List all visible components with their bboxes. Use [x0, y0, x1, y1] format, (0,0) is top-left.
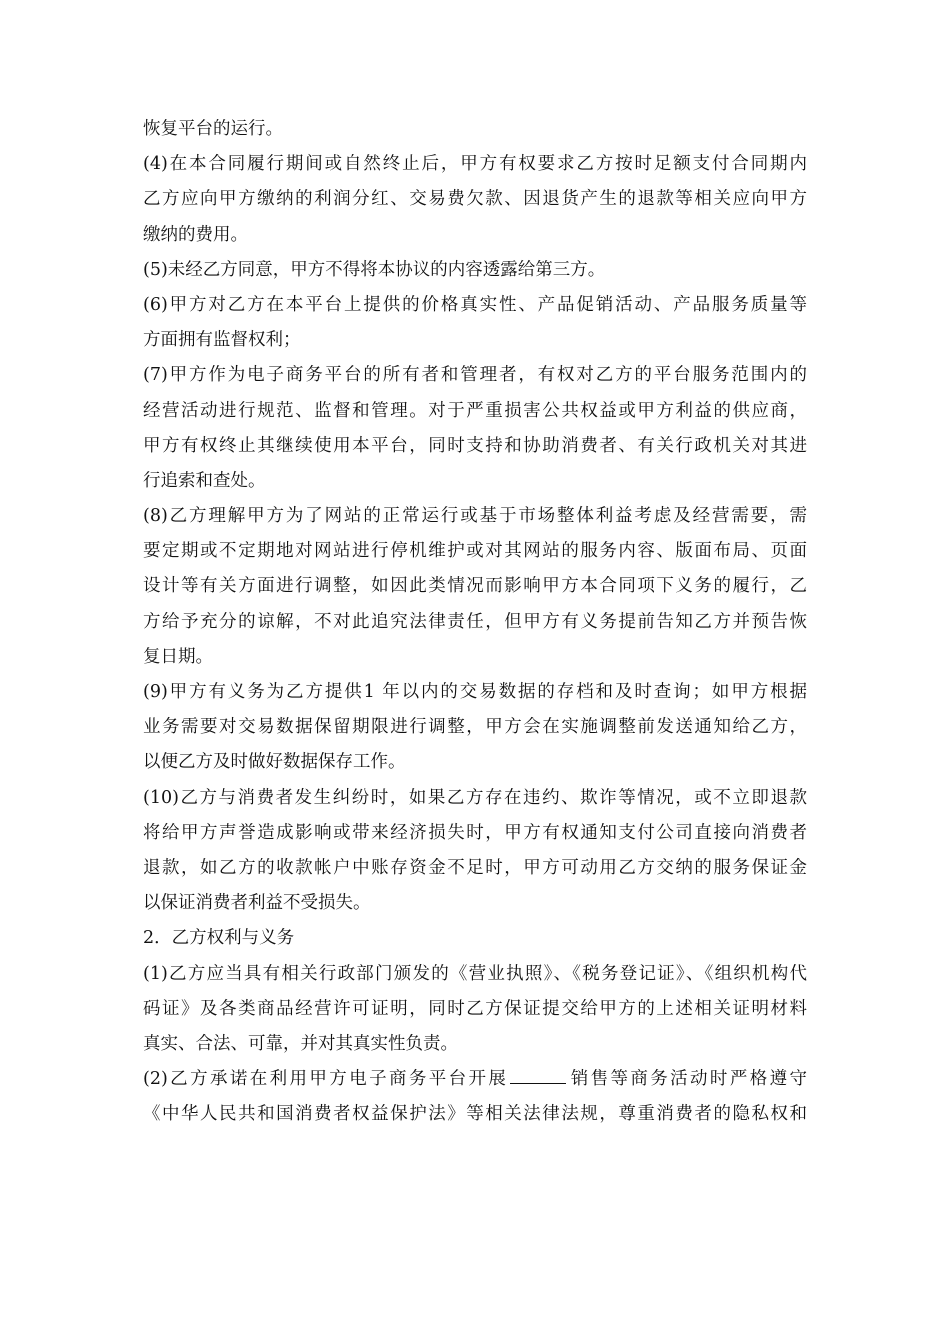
- paragraph-line: 以保证消费者利益不受损失。: [143, 893, 371, 914]
- paragraph-line: (10)乙方与消费者发生纠纷时，如果乙方存在违约、欺诈等情况，或不立即退款: [143, 787, 807, 808]
- paragraph-line: 方给予充分的谅解，不对此追究法律责任，但甲方有义务提前告知乙方并预告恢: [143, 611, 807, 632]
- paragraph-line: 复日期。: [143, 646, 213, 667]
- paragraph-line: 以便乙方及时做好数据保存工作。: [143, 752, 406, 773]
- paragraph-line: (4)在本合同履行期间或自然终止后，甲方有权要求乙方按时足额支付合同期内: [143, 154, 807, 175]
- fill-in-blank: [510, 1065, 566, 1084]
- paragraph-line-last: 《中华人民共和国消费者权益保护法》等相关法律法规，尊重消费者的隐私权和: [143, 1104, 807, 1125]
- paragraph-line-blank: [143, 1062, 807, 1097]
- document-body: [143, 112, 807, 1062]
- paragraph-line: 行追索和查处。: [143, 470, 266, 491]
- paragraph-line: (6)甲方对乙方在本平台上提供的价格真实性、产品促销活动、产品服务质量等: [143, 294, 807, 315]
- paragraph-line: 真实、合法、可靠，并对其真实性负责。: [143, 1033, 458, 1054]
- paragraph-line: 乙方应向甲方缴纳的利润分红、交易费欠款、因退货产生的退款等相关应向甲方: [143, 189, 807, 210]
- paragraph-line: (8)乙方理解甲方为了网站的正常运行或基于市场整体利益考虑及经营需要，需: [143, 506, 807, 527]
- paragraph-line: 将给甲方声誉造成影响或带来经济损失时，甲方有权通知支付公司直接向消费者: [143, 822, 807, 843]
- blank-line-after: 销售等商务活动时严格遵守: [568, 1069, 807, 1090]
- paragraph-line: 要定期或不定期地对网站进行停机维护或对其网站的服务内容、版面布局、页面: [143, 541, 807, 562]
- paragraph-line: 恢复平台的运行。: [143, 119, 283, 139]
- paragraph-line: 方面拥有监督权利；: [143, 330, 301, 351]
- paragraph-line: 退款，如乙方的收款帐户中账存资金不足时，甲方可动用乙方交纳的服务保证金: [143, 857, 807, 878]
- document-page: [143, 112, 807, 1132]
- paragraph-line: 甲方有权终止其继续使用本平台，同时支持和协助消费者、有关行政机关对其进: [143, 435, 807, 456]
- paragraph-line: (9)甲方有义务为乙方提供1 年以内的交易数据的存档和及时查询；如甲方根据: [143, 682, 807, 702]
- paragraph-line: 设计等有关方面进行调整，如因此类情况而影响甲方本合同项下义务的履行，乙: [143, 576, 807, 597]
- paragraph-line: 经营活动进行规范、监督和管理。对于严重损害公共权益或甲方利益的供应商，: [143, 400, 807, 421]
- blank-line-before: (2)乙方承诺在利用甲方电子商务平台开展: [143, 1069, 509, 1090]
- paragraph-line: 缴纳的费用。: [143, 224, 248, 245]
- paragraph-line: (7)甲方作为电子商务平台的所有者和管理者，有权对乙方的平台服务范围内的: [143, 365, 807, 386]
- paragraph-line: (5)未经乙方同意，甲方不得将本协议的内容透露给第三方。: [143, 259, 606, 280]
- paragraph-line: 业务需要对交易数据保留期限进行调整，甲方会在实施调整前发送通知给乙方，: [143, 717, 807, 738]
- paragraph-line: (1)乙方应当具有相关行政部门颁发的《营业执照》、《税务登记证》、《组织机构代: [143, 963, 807, 984]
- paragraph-line: 2．乙方权利与义务: [143, 928, 295, 949]
- paragraph-line: 码证》及各类商品经营许可证明，同时乙方保证提交给甲方的上述相关证明材料: [143, 998, 807, 1019]
